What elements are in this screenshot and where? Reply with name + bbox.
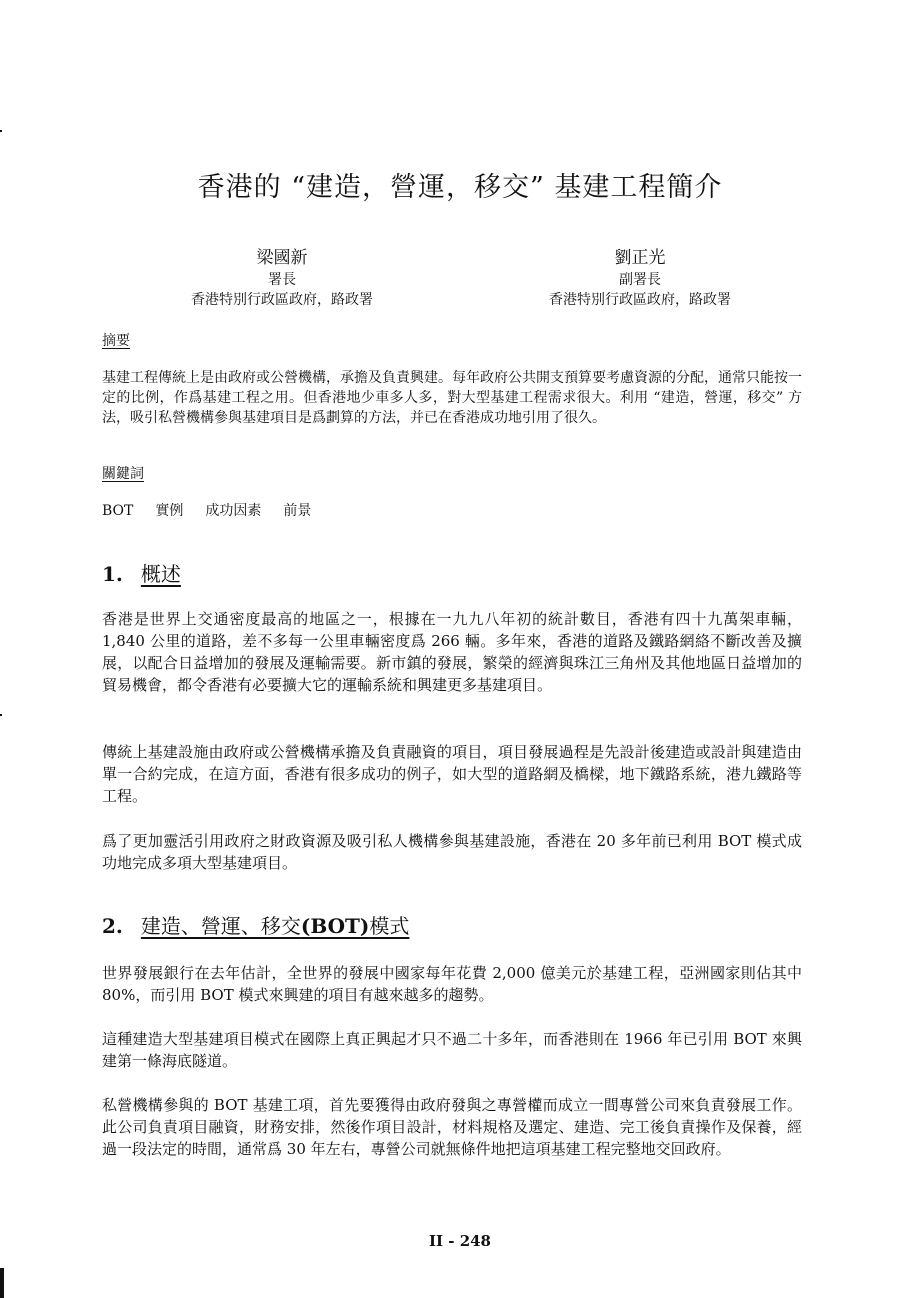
keyword-item: BOT xyxy=(102,503,134,519)
section1-paragraph-2: 傳統上基建設施由政府或公營機構承擔及負責融資的項目，項目發展過程是先設計後建造或設計與建造由單一合約完成，在這方面，香港有很多成功的例子，如大型的道路網及橋樑，地下鐵路系統，港九鐵路等工程。 xyxy=(102,743,802,805)
section-title-abbrev: (BOT) xyxy=(300,914,370,938)
scan-edge-mark xyxy=(0,1268,4,1298)
author-block-1 xyxy=(172,246,392,310)
scan-dot xyxy=(0,714,2,716)
keyword-item: 成功因素 xyxy=(205,503,262,519)
section1-paragraph-1: 香港是世界上交通密度最高的地區之一，根據在一九九八年初的統計數目，香港有四十九萬架車輛，1,840 公里的道路，差不多每一公里車輛密度爲 266 輛。多年來，香港的道路及鐵路網絡不斷改善及擴展，以配合日益增加的發展及運輸需要。新市鎮的發展，繁榮的經濟與珠江三角州及其他地區日益增加的貿易機會，都令香港有必要擴大它的運輸系統和興建更多基建項目。 xyxy=(102,610,802,694)
author-name: 梁國新 xyxy=(256,248,308,268)
section-title xyxy=(141,912,410,940)
author-role: 署長 xyxy=(268,272,296,288)
section-title-pre: 建造、營運、移交 xyxy=(140,914,301,938)
keywords-label: 關鍵詞 xyxy=(102,466,144,482)
abstract-label: 摘要 xyxy=(102,333,130,349)
section-heading-1 xyxy=(102,560,181,588)
section-number: 2. xyxy=(102,914,123,938)
author-affiliation: 香港特別行政區政府，路政署 xyxy=(191,292,373,308)
abstract-text: 基建工程傳統上是由政府或公營機構，承擔及負責興建。每年政府公共開支預算要考慮資源的分配，通常只能按一定的比例，作爲基建工程之用。但香港地少車多人多，對大型基建工程需求很大。利用 “建造，營運，移交” 方法，吸引私營機構參與基建項目是爲劃算的方法，并已在香港成功地引用了很久。 xyxy=(102,370,802,426)
keyword-item: 實例 xyxy=(155,503,184,519)
section-number: 1. xyxy=(102,562,123,586)
scan-dot xyxy=(0,130,2,132)
paper-title: 香港的 “建造，營運，移交” 基建工程簡介 xyxy=(197,172,723,203)
section-title-post: 模式 xyxy=(369,914,410,938)
keyword-list xyxy=(102,500,311,522)
section2-paragraph-2: 這種建造大型基建項目模式在國際上真正興起才只不過二十多年，而香港則在 1966 年已引用 BOT 來興建第一條海底隧道。 xyxy=(102,1030,802,1070)
section-title: 概述 xyxy=(140,562,181,586)
author-block-2 xyxy=(520,246,760,310)
author-role: 副署長 xyxy=(619,272,661,288)
author-name: 劉正光 xyxy=(614,248,666,268)
page-number: II - 248 xyxy=(428,1232,491,1250)
section2-paragraph-1: 世界發展銀行在去年估計，全世界的發展中國家每年花費 2,000 億美元於基建工程，亞洲國家則佔其中 80%，而引用 BOT 模式來興建的項目有越來越多的趨勢。 xyxy=(102,964,802,1004)
author-affiliation: 香港特別行政區政府，路政署 xyxy=(549,292,731,308)
section2-paragraph-3: 私營機構參與的 BOT 基建工項，首先要獲得由政府發與之專營權而成立一間專營公司來負責發展工作。此公司負責項目融資，財務安排，然後作項目設計，材料規格及選定、建造、完工後負責操作及保養，經過一段法定的時間，通常爲 30 年左右，專營公司就無條件地把這項基建工程完整地交回政府。 xyxy=(102,1096,802,1158)
section1-paragraph-3: 爲了更加靈活引用政府之財政資源及吸引私人機構參與基建設施，香港在 20 多年前已利用 BOT 模式成功地完成多項大型基建項目。 xyxy=(102,832,802,872)
keyword-item: 前景 xyxy=(283,503,312,519)
section-heading-2 xyxy=(102,912,409,940)
